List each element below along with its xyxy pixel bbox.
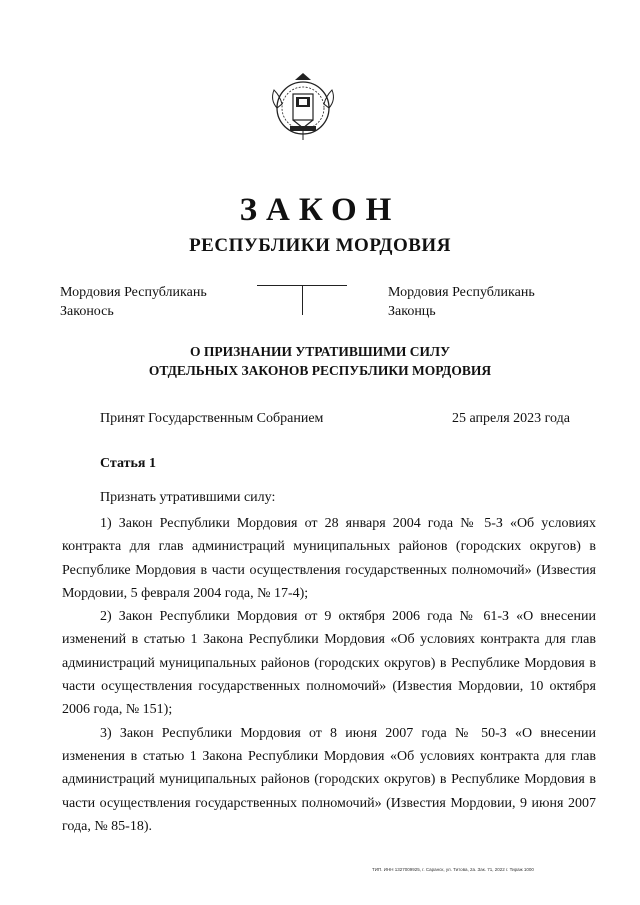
article-item: 3) Закон Республики Мордовия от 8 июня 2007 года № 50-З «О внесении изменения в статью 1 Закона Республики Мордовия «Об условиях контракта для глав администраций муниципальных районов (городских округов) в Республике Мордовия в части осуществления государственных полномочий» (Известия Мордовии, 9 июня 2007 года, № 85-18). [62, 725, 596, 834]
coat-of-arms-icon [260, 70, 346, 142]
document-title: ЗАКОН [239, 192, 401, 228]
adoption-label: Принят Государственным Собранием [100, 411, 324, 426]
adoption-date: 25 апреля 2023 года [452, 411, 570, 426]
print-imprint: ТИП. ИНН 1327009925, г. Саранск, ул. Титова, 2а. Зак. 71, 2022 г. Тираж 1000 [372, 867, 534, 872]
article-item: 1) Закон Республики Мордовия от 28 января 2004 года № 5-З «Об условиях контракта для глав администраций муниципальных районов (городских округов) в Республике Мордовия в части осуществления государственных полномочий» (Известия Мордовии, 5 февраля 2004 года, № 17-4); [62, 516, 596, 601]
article-body [62, 512, 596, 838]
header-divider-tick [302, 285, 303, 315]
moksha-label-left: Мордовия Республикань Законось [60, 285, 207, 319]
document-subtitle: РЕСПУБЛИКИ МОРДОВИЯ [189, 235, 451, 256]
erzya-label-right: Мордовия Республикань Законць [388, 285, 535, 319]
article-item: 2) Закон Республики Мордовия от 9 октября 2006 года № 61-З «О внесении изменений в статью 1 Закона Республики Мордовия «Об условиях контракта для глав администраций муниципальных районов (городских округов) в Республике Мордовия в части осуществления государственных полномочий» (Известия Мордовии, 10 октября 2006 года, № 151); [62, 609, 596, 718]
article-heading: Статья 1 [100, 456, 156, 471]
article-intro: Признать утратившими силу: [100, 490, 276, 505]
law-subject: О ПРИЗНАНИИ УТРАТИВШИМИ СИЛУ ОТДЕЛЬНЫХ ЗАКОНОВ РЕСПУБЛИКИ МОРДОВИЯ [148, 344, 492, 378]
